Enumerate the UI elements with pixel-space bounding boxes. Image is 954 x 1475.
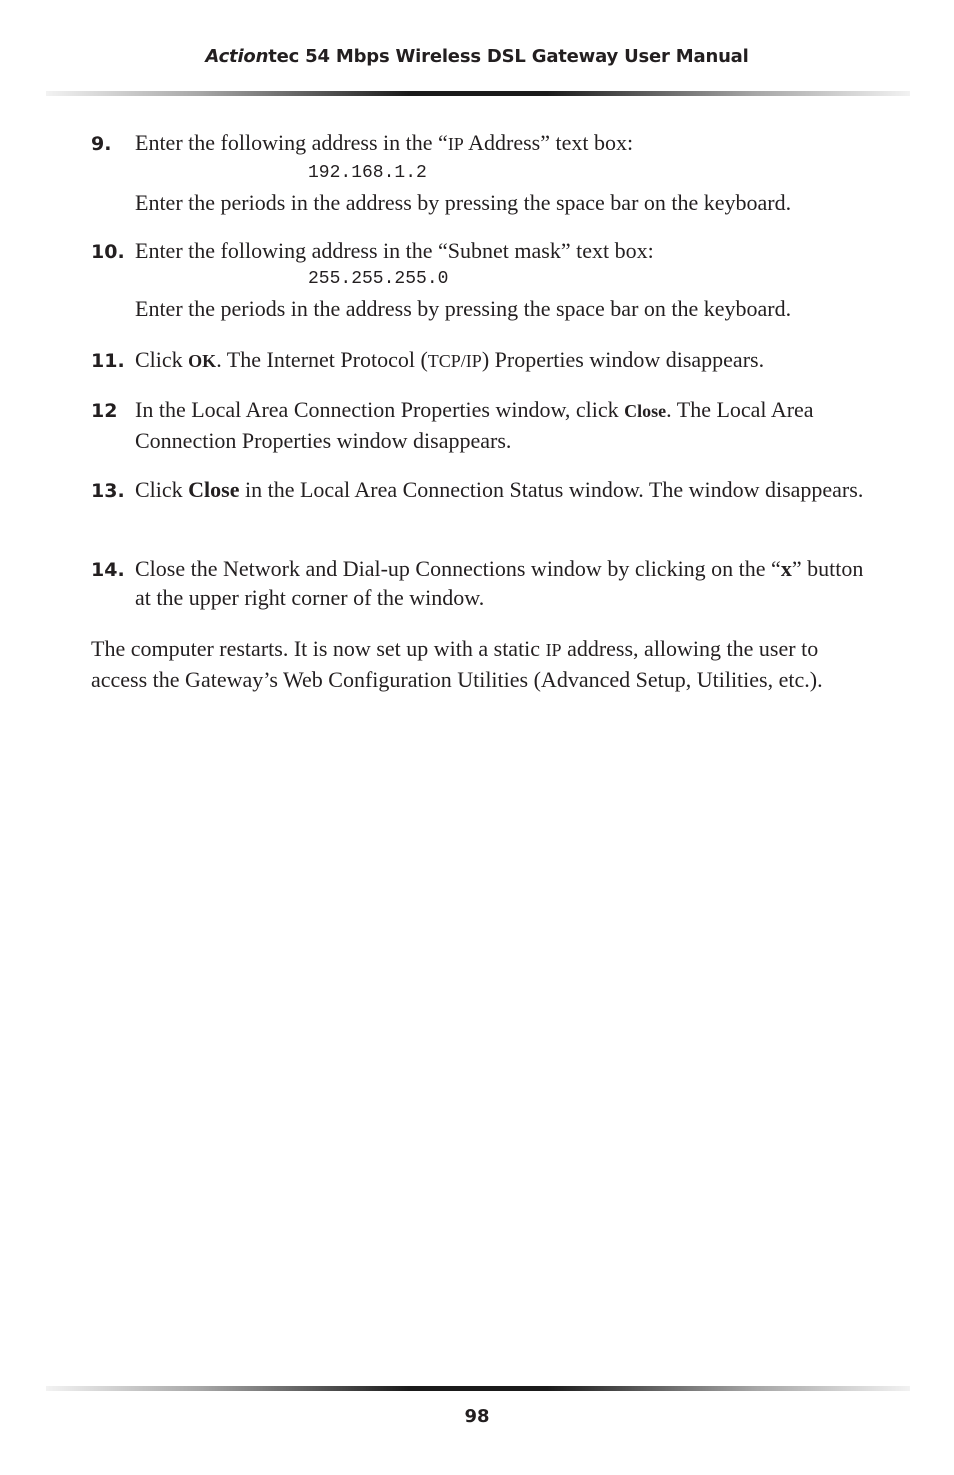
step-text (135, 395, 865, 455)
manual-title: tec 54 Mbps Wireless DSL Gateway User Manual (268, 46, 749, 67)
text-run: . The Internet Protocol ( (216, 347, 428, 372)
step-note: Enter the periods in the address by pressing the space bar on the keyboard. (135, 190, 792, 215)
step-text (135, 345, 865, 376)
text-run: ) Properties window disappears. (481, 347, 765, 372)
small-caps-run: IP (447, 134, 464, 154)
text-run: Click (135, 477, 189, 502)
step-number: 11. (91, 350, 125, 372)
close-label: Close (188, 477, 240, 502)
text-run: . The Local Area Connection Properties window disappears. (135, 397, 814, 453)
closing-paragraph (91, 634, 871, 694)
step-number: 9. (91, 133, 112, 155)
text-run: Enter the following address in the “ (135, 130, 448, 155)
step-number: 12 (91, 400, 118, 422)
text-run: ” button at the upper right corner of the window. (135, 556, 864, 610)
step-text (135, 475, 865, 504)
subnet-mask-value: 255.255.255.0 (308, 269, 449, 289)
ok-label: OK (188, 351, 217, 371)
step-note: Enter the periods in the address by pressing the space bar on the keyboard. (135, 296, 792, 321)
step-text (135, 236, 865, 323)
step-number: 10. (91, 241, 125, 263)
small-caps-run: IP (545, 640, 562, 660)
text-run: Close the Network and Dial-up Connections window by clicking on the “ (135, 556, 781, 581)
brand-name-italic: Action (205, 46, 269, 67)
text-run: Click (135, 347, 189, 372)
text-run: in the Local Area Connection Status window. The window disappears. (239, 477, 864, 502)
text-run: address, allowing the user to access the Gateway’s Web Configuration Utilities (Advanced Setup, Utilities, etc.). (91, 636, 823, 692)
footer-rule (46, 1386, 910, 1391)
step-number: 14. (91, 559, 125, 581)
close-label: Close (624, 401, 667, 421)
text-run: The computer restarts. It is now set up with a static (91, 636, 546, 661)
x-label: x (780, 556, 792, 581)
step-instruction (135, 128, 865, 159)
text-run: Address” text box: (463, 130, 634, 155)
header-rule (46, 91, 910, 96)
ip-address-value: 192.168.1.2 (308, 163, 427, 183)
running-header (0, 46, 954, 67)
page-number: 98 (464, 1406, 490, 1427)
step-text (135, 554, 865, 612)
small-caps-run: TCP/IP (427, 351, 482, 371)
step-text (135, 128, 865, 217)
text-run: In the Local Area Connection Properties window, click (135, 397, 625, 422)
step-number: 13. (91, 480, 125, 502)
step-instruction: Enter the following address in the “Subnet mask” text box: (135, 238, 654, 263)
